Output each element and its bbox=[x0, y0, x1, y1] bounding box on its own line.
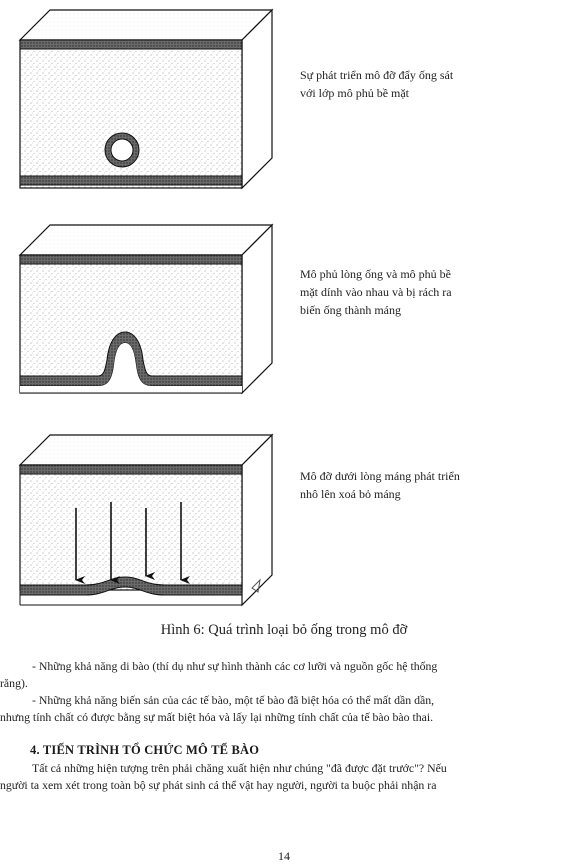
groove-elimination-diagram bbox=[0, 420, 300, 620]
figure-1 bbox=[0, 0, 300, 200]
page-number: 14 bbox=[278, 849, 290, 863]
tube-fusion-diagram bbox=[0, 210, 300, 410]
paragraph-line: người ta xem xét trong toàn bộ sự phát sinh cá thể vật hay người, người ta buộc phải nhận ra bbox=[0, 778, 437, 792]
figure-1-caption bbox=[300, 66, 453, 102]
paragraph-1 bbox=[0, 658, 566, 692]
section-heading: 4. TIẾN TRÌNH TỔ CHỨC MÔ TẾ BÀO bbox=[30, 743, 260, 757]
paragraph-line: - Những khả năng biến sản của các tế bào, một tế bào đã biệt hóa có thể mất dần dần, bbox=[32, 693, 435, 707]
caption-line: nhô lên xoá bỏ máng bbox=[300, 487, 401, 501]
figure-2 bbox=[0, 210, 300, 410]
figure-2-caption bbox=[300, 265, 452, 319]
paragraph-2 bbox=[0, 692, 566, 726]
tube-near-surface-diagram bbox=[0, 0, 300, 200]
body-paragraph bbox=[0, 760, 566, 794]
paragraph-line: - Những khả năng di bào (thí dụ như sự hình thành các cơ lưỡi và nguồn gốc hệ thống bbox=[32, 659, 438, 673]
figure-title bbox=[0, 622, 568, 639]
caption-line: với lớp mô phủ bề mặt bbox=[300, 86, 410, 100]
caption-line: biến ống thành máng bbox=[300, 303, 401, 317]
caption-line: mặt dính vào nhau và bị rách ra bbox=[300, 285, 452, 299]
figure-label: Hình 6 bbox=[160, 622, 201, 638]
figure-3 bbox=[0, 420, 300, 620]
paragraph-line: nhưng tính chất có được bằng sự mất biệt hóa và lấy lại những tính chất của tế bào bào thai. bbox=[0, 710, 434, 724]
paragraph-line: răng). bbox=[0, 676, 28, 690]
caption-line: Mô đỡ dưới lòng máng phát triển bbox=[300, 469, 460, 483]
figure-title-text: : Quá trình loại bỏ ống trong mô đỡ bbox=[200, 622, 408, 638]
paragraph-line: Tất cả những hiện tượng trên phải chăng xuất hiện như chúng "đã được đặt trước"? Nếu bbox=[32, 761, 447, 775]
caption-line: Mô phủ lòng ống và mô phủ bề bbox=[300, 267, 451, 281]
caption-line: Sự phát triển mô đỡ đẩy ống sát bbox=[300, 68, 454, 82]
figure-3-caption bbox=[300, 467, 460, 503]
